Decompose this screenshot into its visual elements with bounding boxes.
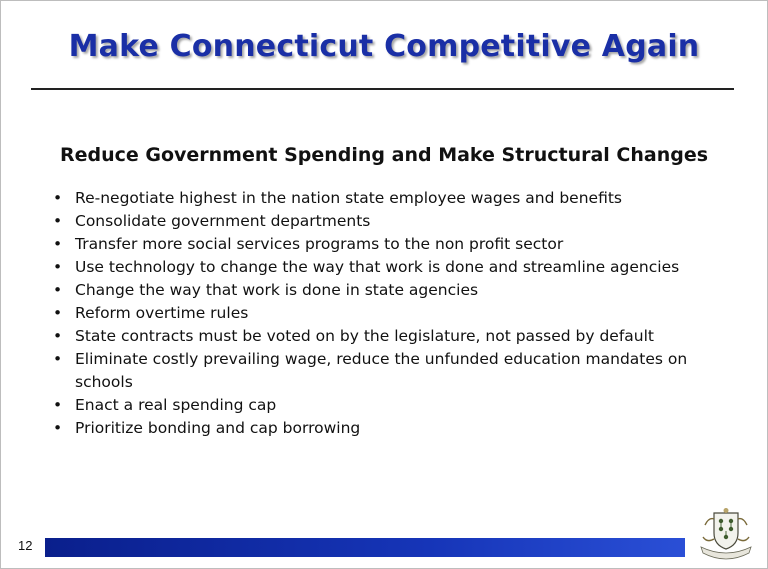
bullet-text: Prioritize bonding and cap borrowing [75, 419, 361, 437]
bullet-dot-icon: • [53, 212, 63, 230]
bullet-item [53, 210, 733, 233]
bullet-dot-icon: • [53, 304, 63, 322]
bullet-dot-icon: • [53, 396, 63, 414]
bullet-item [53, 348, 733, 394]
bullet-text: Re-negotiate highest in the nation state employee wages and benefits [75, 189, 622, 207]
bullet-text: Eliminate costly prevailing wage, reduce the unfunded education mandates on schools [75, 350, 688, 391]
bullet-text: Change the way that work is done in state agencies [75, 281, 479, 299]
title-divider [31, 88, 734, 90]
bullet-item [53, 325, 733, 348]
bullet-text: Use technology to change the way that work is done and streamline agencies [75, 258, 680, 276]
page-number: 12 [18, 538, 33, 553]
bullet-item [53, 417, 733, 440]
bullet-dot-icon: • [53, 281, 63, 299]
bullet-dot-icon: • [53, 327, 63, 345]
bullet-dot-icon: • [53, 189, 63, 207]
bullet-item [53, 279, 733, 302]
bullet-item [53, 256, 733, 279]
bullet-list [53, 187, 733, 440]
bullet-dot-icon: • [53, 235, 63, 253]
bullet-text: State contracts must be voted on by the legislature, not passed by default [75, 327, 654, 345]
footer-bar [45, 538, 685, 557]
bullet-text: Enact a real spending cap [75, 396, 277, 414]
connecticut-state-seal-icon [697, 507, 755, 563]
bullet-item [53, 394, 733, 417]
bullet-dot-icon: • [53, 419, 63, 437]
bullet-dot-icon: • [53, 350, 63, 368]
bullet-dot-icon: • [53, 258, 63, 276]
bullet-text: Consolidate government departments [75, 212, 371, 230]
slide-title: Make Connecticut Competitive Again [68, 29, 700, 64]
bullet-item [53, 233, 733, 256]
bullet-item [53, 302, 733, 325]
slide-subtitle: Reduce Government Spending and Make Structural Changes [59, 144, 709, 166]
bullet-text: Transfer more social services programs to the non profit sector [75, 235, 564, 253]
bullet-item [53, 187, 733, 210]
bullet-text: Reform overtime rules [75, 304, 249, 322]
